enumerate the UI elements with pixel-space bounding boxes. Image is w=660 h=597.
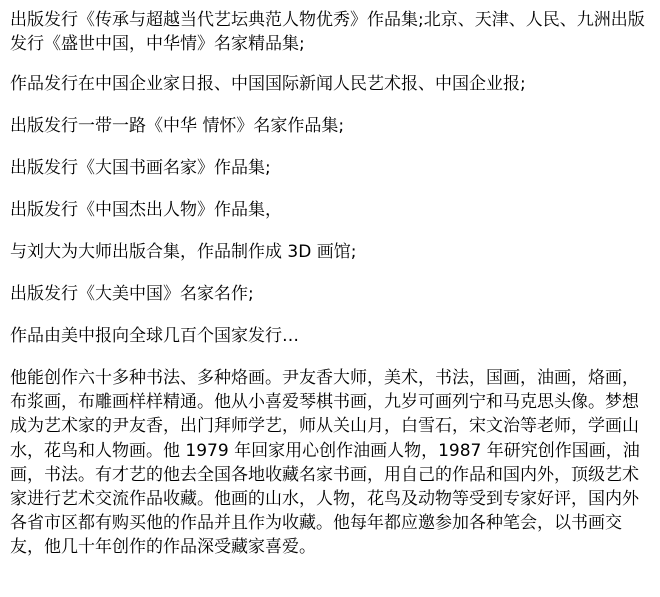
paragraph-global-release: 作品由美中报向全球几百个国家发行… xyxy=(10,326,299,346)
paragraph-beautiful-china: 出版发行《大美中国》名家名作; xyxy=(10,284,254,304)
paragraph-newspapers: 作品发行在中国企业家日报、中国国际新闻人民艺术报、中国企业报; xyxy=(10,74,526,94)
paragraph-3d-gallery: 与刘大为大师出版合集，作品制作成 3D 画馆; xyxy=(10,242,357,262)
paragraph-outstanding-figures: 出版发行《中国杰出人物》作品集， xyxy=(10,200,282,220)
paragraph-publications: 出版发行《传承与超越当代艺坛典范人物优秀》作品集;北京、天津、人民、九洲出版发行《盛世中国，中华情》名家精品集; xyxy=(10,10,645,54)
paragraph-biography: 他能创作六十多种书法、多种烙画。尹友香大师，美术，书法，国画，油画，烙画，布浆画，布雕画样样精通。他从小喜爱琴棋书画，九岁可画列宁和马克思头像。梦想成为艺术家的尹友香，出门拜师学艺，师从关山月，白雪石，宋文治等老师，学画山水，花鸟和人物画。他 1979 年回家用心创作油画人物，1987 年研究创作国画，油画，书法。有才艺的他去全国各地收藏名家书画，用自己的作品和国内外，顶级艺术家进行艺术交流作品收藏。他画的山水，人物，花鸟及动物等受到专家好评，国内外各省市区都有购买他的作品并且作为收藏。他每年都应邀参加各种笔会，以书画交友，他几十年创作的作品深受藏家喜爱。 xyxy=(10,368,640,558)
document-body xyxy=(10,8,652,578)
paragraph-great-nation: 出版发行《大国书画名家》作品集; xyxy=(10,158,271,178)
paragraph-belt-road: 出版发行一带一路《中华 情怀》名家作品集; xyxy=(10,116,345,136)
